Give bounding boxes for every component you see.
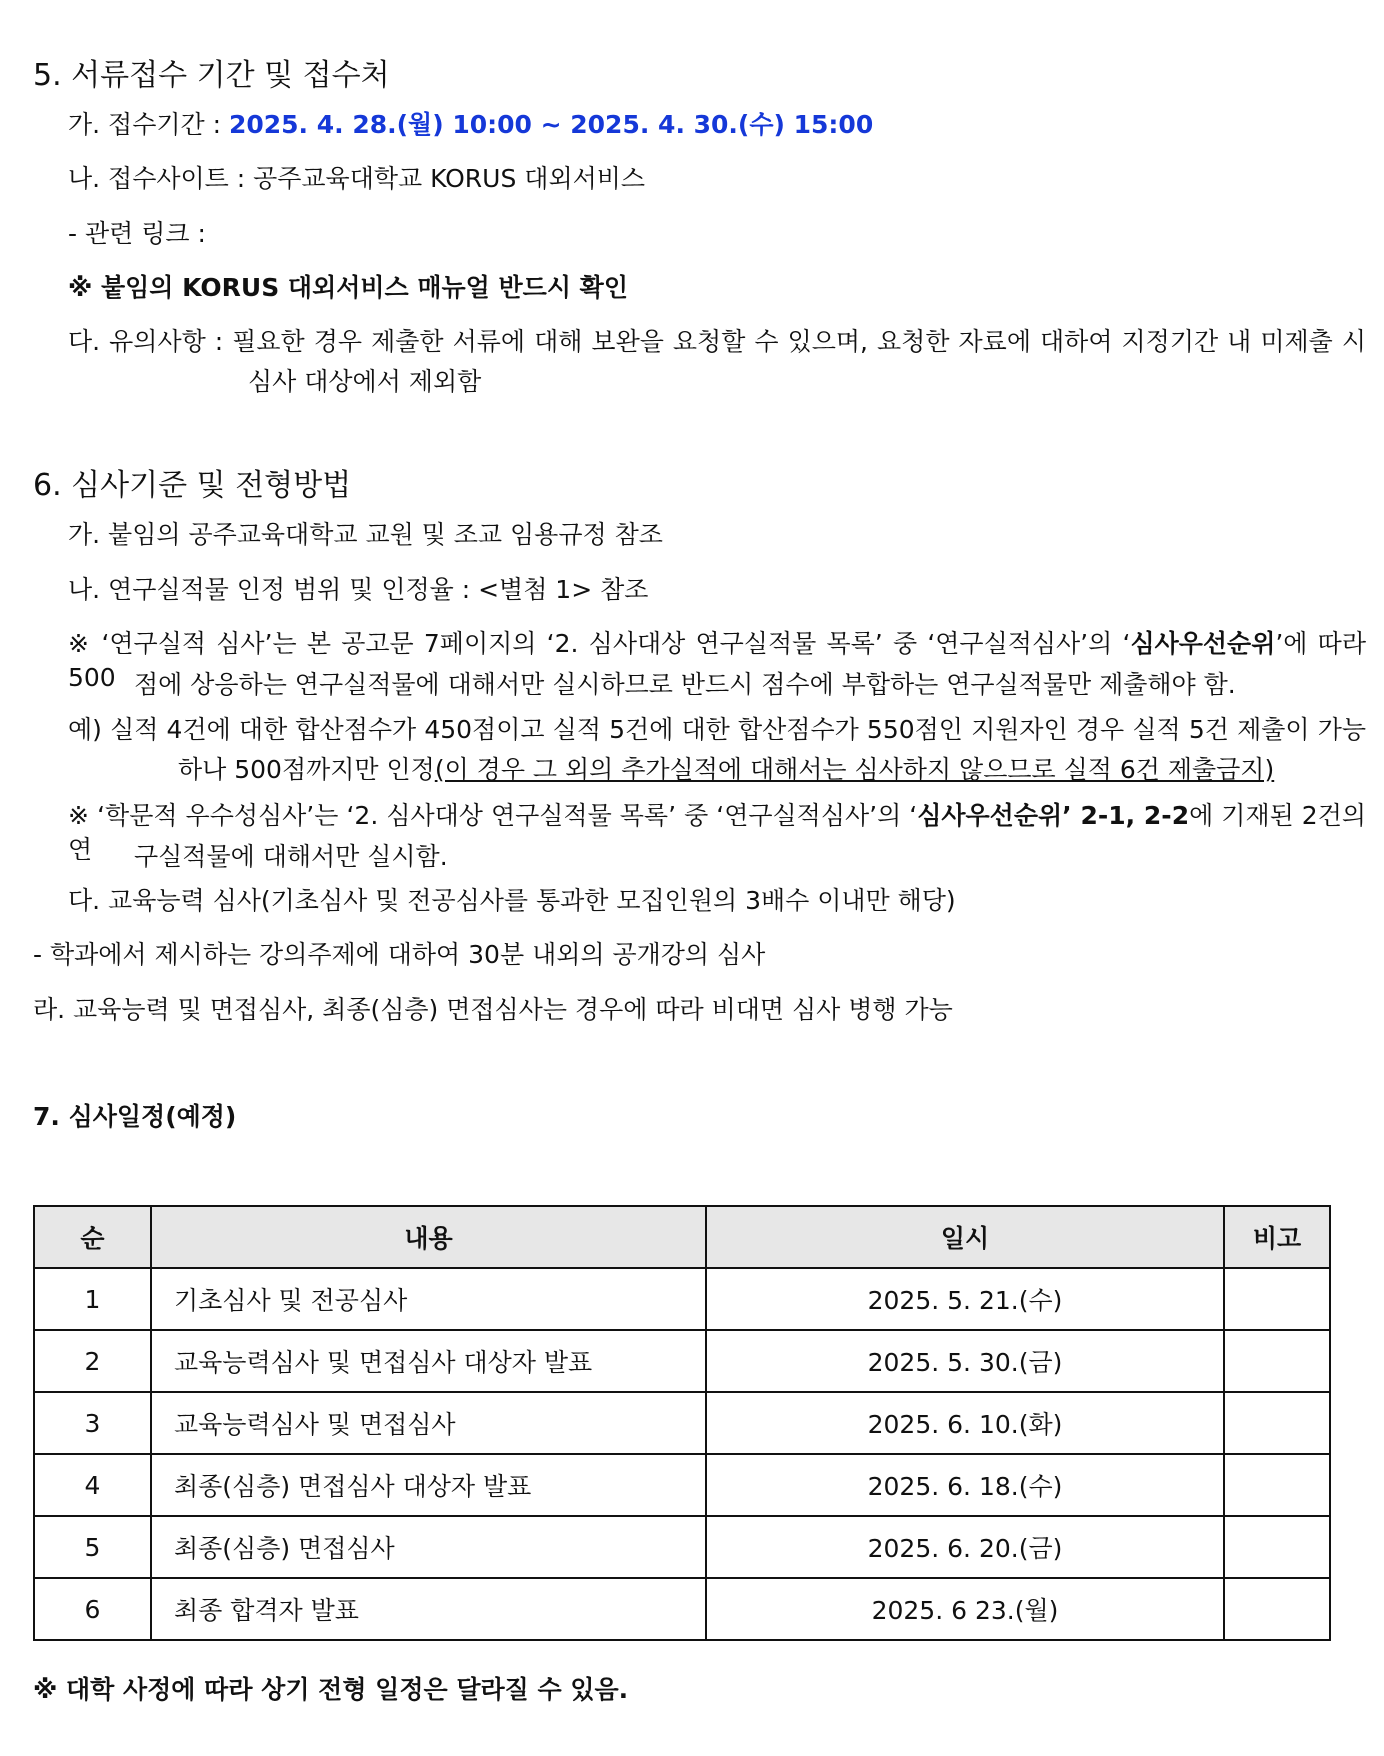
caution-line-1: 다. 유의사항 : 필요한 경우 제출한 서류에 대해 보완을 요청할 수 있으며, 요청한 자료에 대하여 지정기간 내 미제출 시	[68, 327, 1366, 356]
note2-text-c: 에 기재된 2건의 연	[68, 801, 1367, 864]
row-remark	[1224, 1268, 1330, 1330]
row-content: 교육능력심사 및 면접심사 대상자 발표	[151, 1330, 706, 1392]
table-header-row	[34, 1206, 1330, 1268]
manual-notice: ※ 붙임의 KORUS 대외서비스 매뉴얼 반드시 확인	[68, 273, 628, 302]
row-content: 최종(심층) 면접심사	[151, 1516, 706, 1578]
table-row	[34, 1516, 1330, 1578]
remote-review-line: 라. 교육능력 및 면접심사, 최종(심층) 면접심사는 경우에 따라 비대면 심사 병행 가능	[33, 995, 953, 1024]
research-review-note-line-2: 점에 상응하는 연구실적물에 대해서만 실시하므로 반드시 점수에 부합하는 연구실적물만 제출해야 함.	[134, 670, 1236, 699]
open-lecture-line: - 학과에서 제시하는 강의주제에 대하여 30분 내외의 공개강의 심사	[33, 940, 766, 969]
example-line-1: 예) 실적 4건에 대한 합산점수가 450점이고 실적 5건에 대한 합산점수가 550점인 지원자인 경우 실적 5건 제출이 가능	[68, 715, 1366, 744]
row-remark	[1224, 1578, 1330, 1640]
row-content: 교육능력심사 및 면접심사	[151, 1392, 706, 1454]
row-content: 기초심사 및 전공심사	[151, 1268, 706, 1330]
note2-priority: 심사우선순위’ 2-1, 2-2	[917, 801, 1190, 830]
row-number: 2	[34, 1330, 151, 1392]
note1-priority: 심사우선순위	[1130, 629, 1276, 658]
row-remark	[1224, 1330, 1330, 1392]
schedule-footnote: ※ 대학 사정에 따라 상기 전형 일정은 달라질 수 있음.	[33, 1675, 629, 1704]
note1-text-a: ※ ‘연구실적 심사’는 본 공고문 7페이지의 ‘2. 심사대상 연구실적물 목록’ 중 ‘연구실적심사’의 ‘	[68, 629, 1131, 658]
table-row	[34, 1330, 1330, 1392]
example-line-2-text: 하나 500점까지만 인정	[178, 755, 435, 784]
row-date: 2025. 5. 30.(금)	[706, 1330, 1224, 1392]
column-header-remark: 비고	[1224, 1206, 1330, 1268]
criteria-na-line: 나. 연구실적물 인정 범위 및 인정율 : <별첨 1> 참조	[68, 575, 649, 604]
reception-site-line: 나. 접수사이트 : 공주교육대학교 KORUS 대외서비스	[68, 164, 646, 193]
table-row	[34, 1454, 1330, 1516]
section-6-heading: 6. 심사기준 및 전형방법	[33, 468, 352, 503]
section-7-heading: 7. 심사일정(예정)	[33, 1102, 237, 1131]
row-remark	[1224, 1392, 1330, 1454]
row-date: 2025. 6. 18.(수)	[706, 1454, 1224, 1516]
criteria-ga-line: 가. 붙임의 공주교육대학교 교원 및 조교 임용규정 참조	[68, 520, 663, 549]
schedule-table	[33, 1205, 1331, 1641]
table-row	[34, 1578, 1330, 1640]
column-header-date: 일시	[706, 1206, 1224, 1268]
table-row	[34, 1392, 1330, 1454]
row-date: 2025. 6. 10.(화)	[706, 1392, 1224, 1454]
row-number: 3	[34, 1392, 151, 1454]
reception-period-label: 가. 접수기간 :	[68, 110, 229, 139]
example-line-2-underlined: (이 경우 그 외의 추가실적에 대해서는 심사하지 않으므로 실적 6건 제출금지)	[434, 755, 1275, 784]
column-header-content: 내용	[151, 1206, 706, 1268]
academic-review-note-line-2: 구실적물에 대해서만 실시함.	[134, 842, 448, 871]
example-line-2	[178, 753, 1274, 787]
reception-period-value: 2025. 4. 28.(월) 10:00 ~ 2025. 4. 30.(수) 15:00	[228, 110, 874, 139]
row-date: 2025. 6. 20.(금)	[706, 1516, 1224, 1578]
row-content: 최종 합격자 발표	[151, 1578, 706, 1640]
caution-line-2: 심사 대상에서 제외함	[248, 367, 482, 396]
row-number: 5	[34, 1516, 151, 1578]
column-header-order: 순	[34, 1206, 151, 1268]
row-number: 4	[34, 1454, 151, 1516]
reception-period-line	[68, 108, 873, 142]
row-number: 6	[34, 1578, 151, 1640]
note1-text-c: ’에 따라 500	[68, 629, 1366, 692]
row-date: 2025. 5. 21.(수)	[706, 1268, 1224, 1330]
table-row	[34, 1268, 1330, 1330]
teaching-review-line: 다. 교육능력 심사(기초심사 및 전공심사를 통과한 모집인원의 3배수 이내만 해당)	[68, 886, 956, 915]
note2-text-a: ※ ‘학문적 우수성심사’는 ‘2. 심사대상 연구실적물 목록’ 중 ‘연구실적심사’의 ‘	[68, 801, 918, 830]
row-remark	[1224, 1516, 1330, 1578]
related-link-line: - 관련 링크 :	[68, 219, 206, 248]
row-content: 최종(심층) 면접심사 대상자 발표	[151, 1454, 706, 1516]
row-date: 2025. 6 23.(월)	[706, 1578, 1224, 1640]
section-5-heading: 5. 서류접수 기간 및 접수처	[33, 58, 390, 93]
row-number: 1	[34, 1268, 151, 1330]
row-remark	[1224, 1454, 1330, 1516]
